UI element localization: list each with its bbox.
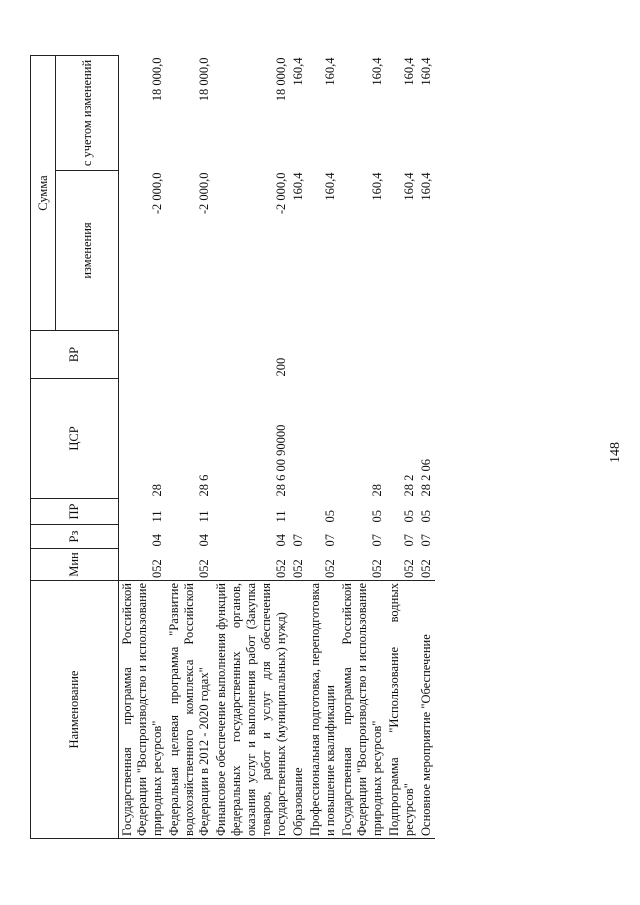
cell-csr: 28 <box>150 484 164 497</box>
cell-pr: 05 <box>402 510 416 523</box>
header-csr: ЦСР <box>31 379 119 499</box>
header-rz: Рз <box>31 525 119 549</box>
cell-csr: 28 2 06 <box>419 459 433 497</box>
cell-changes: -2 000,0 <box>274 172 288 215</box>
cell-min: 052 <box>274 559 288 578</box>
cell-vr <box>307 331 339 379</box>
table-row <box>307 56 339 839</box>
cell-changes: 160,4 <box>402 172 416 201</box>
cell-csr: 28 6 <box>197 474 211 497</box>
header-with-changes: с учетом изменений <box>56 56 119 171</box>
header-changes: изменения <box>56 171 119 331</box>
table-row <box>418 56 435 839</box>
cell-pr: 11 <box>197 510 211 523</box>
cell-name: Федеральная целевая программа "Развитие водохозяйственного комплекса Российской Федерации в 2012 - 2020 годах" <box>166 581 213 839</box>
cell-with-changes: 160,4 <box>402 57 416 86</box>
cell-vr <box>418 331 435 379</box>
cell-with-changes: 160,4 <box>419 57 433 86</box>
table-row <box>290 56 307 839</box>
cell-rz: 07 <box>291 534 305 547</box>
cell-changes: 160,4 <box>291 172 305 201</box>
cell-csr: 28 2 <box>402 474 416 497</box>
cell-pr: 05 <box>323 510 337 523</box>
cell-pr <box>290 499 307 525</box>
cell-pr: 11 <box>150 510 164 523</box>
cell-changes: 160,4 <box>323 172 337 201</box>
cell-rz: 07 <box>323 534 337 547</box>
cell-pr: 05 <box>419 510 433 523</box>
cell-csr: 28 <box>370 484 384 497</box>
cell-rz: 07 <box>419 534 433 547</box>
cell-vr <box>119 331 167 379</box>
cell-rz: 07 <box>370 534 384 547</box>
cell-changes: -2 000,0 <box>150 172 164 215</box>
table-row <box>166 56 213 839</box>
cell-rz: 04 <box>150 534 164 547</box>
cell-with-changes: 160,4 <box>291 57 305 86</box>
cell-pr: 11 <box>274 510 288 523</box>
table-row <box>386 56 418 839</box>
table-row <box>119 56 167 839</box>
cell-changes: -2 000,0 <box>197 172 211 215</box>
cell-csr: 28 6 00 90000 <box>274 424 288 497</box>
cell-name: Основное мероприятие "Обеспечение <box>418 581 435 839</box>
cell-with-changes: 18 000,0 <box>274 57 288 102</box>
cell-with-changes: 160,4 <box>370 57 384 86</box>
cell-min: 052 <box>370 559 384 578</box>
cell-csr <box>290 379 307 499</box>
cell-min: 052 <box>291 559 305 578</box>
cell-with-changes: 160,4 <box>323 57 337 86</box>
header-min: Мин <box>31 549 119 581</box>
header-vr: ВР <box>31 331 119 379</box>
cell-min: 052 <box>419 559 433 578</box>
cell-vr <box>166 331 213 379</box>
cell-name: Подпрограмма "Использование водных ресурсов" <box>386 581 418 839</box>
cell-pr: 05 <box>370 510 384 523</box>
cell-with-changes: 18 000,0 <box>150 57 164 102</box>
page-number: 148 <box>608 442 623 463</box>
header-pr: ПР <box>31 499 119 525</box>
cell-min: 052 <box>323 559 337 578</box>
cell-rz: 04 <box>274 534 288 547</box>
cell-changes: 160,4 <box>370 172 384 201</box>
table-body <box>119 56 436 839</box>
cell-vr <box>339 331 386 379</box>
cell-vr <box>386 331 418 379</box>
cell-min: 052 <box>197 559 211 578</box>
cell-with-changes: 18 000,0 <box>197 57 211 102</box>
table-row <box>339 56 386 839</box>
cell-name: Профессиональная подготовка, переподготовка и повышение квалификации <box>307 581 339 839</box>
header-name: Наименование <box>31 581 119 839</box>
cell-name: Финансовое обеспечение выполнения функций федеральных государственных органов, оказания услуг и выполнения работ (Закупка товаров, работ и услуг для обеспечения государственных (муниципальных) нужд) <box>213 581 290 839</box>
budget-table <box>30 55 435 839</box>
cell-name: Образование <box>290 581 307 839</box>
cell-name: Государственная программа Российской Федерации "Воспроизводство и использование природных ресурсов" <box>339 581 386 839</box>
cell-rz: 04 <box>197 534 211 547</box>
cell-vr <box>290 331 307 379</box>
cell-csr <box>307 379 339 499</box>
cell-rz: 07 <box>402 534 416 547</box>
table-row <box>213 56 290 839</box>
cell-min: 052 <box>150 559 164 578</box>
cell-min: 052 <box>402 559 416 578</box>
cell-vr: 200 <box>274 357 288 377</box>
cell-changes: 160,4 <box>419 172 433 201</box>
header-sum: Сумма <box>31 56 56 331</box>
cell-name: Государственная программа Российской Федерации "Воспроизводство и использование природных ресурсов" <box>119 581 167 839</box>
